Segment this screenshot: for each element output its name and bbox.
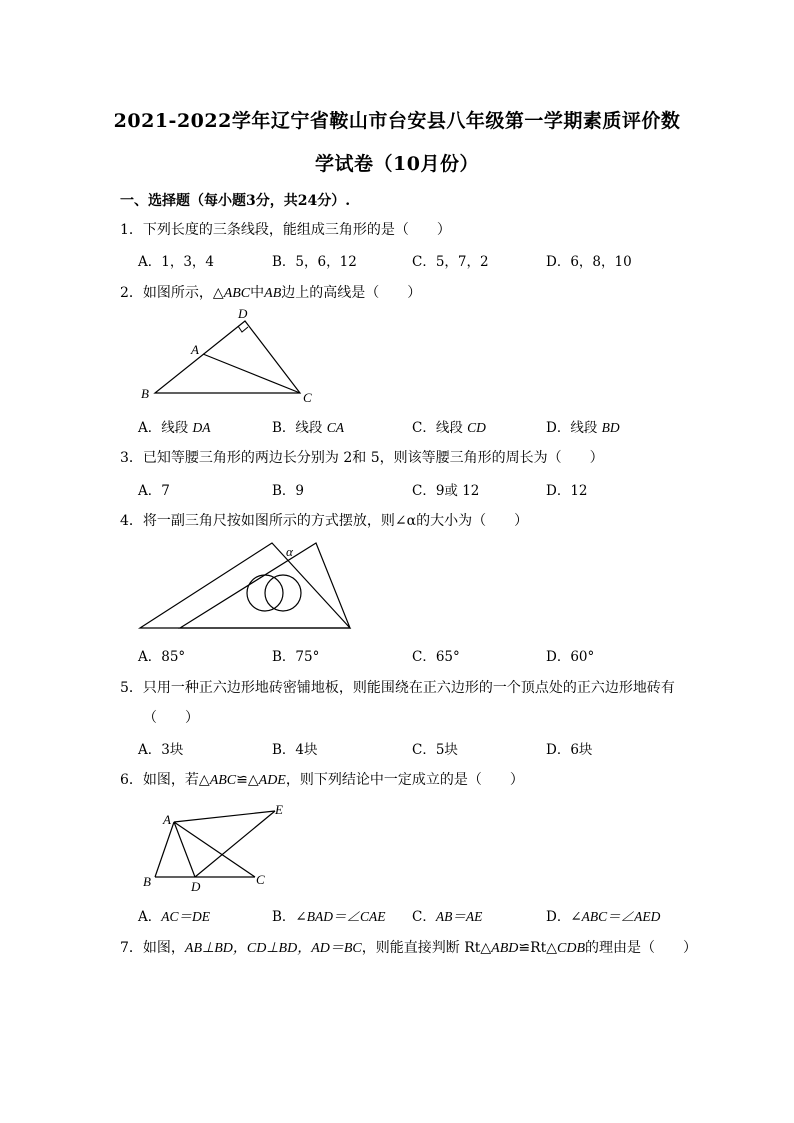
q4-option-a: A．85° [138,649,186,665]
q5-option-a: A．3块 [138,742,184,758]
q4-option-b: B．75° [272,649,320,665]
q2-triangle-figure [140,305,320,405]
q6-label-e: E [275,802,283,817]
question-1-stem: 1．下列长度的三条线段，能组成三角形的是（ ） [120,222,451,238]
q1-option-d: D．6，8，10 [546,254,632,270]
q6-label-b: B [143,874,151,889]
q2-label-a: A [191,342,199,357]
q4-label-alpha: α [286,544,293,559]
q5-option-d: D．6块 [546,742,593,758]
q5-option-c: C．5块 [412,742,458,758]
q2-option-c: C．线段 CD [412,420,486,436]
q6-option-a: A．AC＝DE [138,909,210,925]
q6-option-b: B．∠BAD＝∠CAE [272,909,386,925]
q2-option-d: D．线段 BD [546,420,620,436]
q6-congruent-triangles-figure [140,800,300,895]
q3-option-c: C．9或 12 [412,483,480,499]
question-2-stem: 2．如图所示，△ABC中AB边上的高线是（ ） [120,285,422,301]
question-5-stem-continued: （ ） [143,710,199,726]
question-6-stem: 6．如图，若△ABC≌△ADE，则下列结论中一定成立的是（ ） [120,772,524,788]
q1-option-a: A．1，3，4 [138,254,215,270]
q3-option-a: A．7 [138,483,170,499]
q5-option-b: B．4块 [272,742,318,758]
q2-label-b: B [141,386,149,401]
exam-title-line2: 学试卷（10月份） [315,153,479,175]
q3-option-b: B．9 [272,483,305,499]
section-heading: 一、选择题（每小题3分，共24分）. [120,193,351,209]
q6-label-a: A [163,812,171,827]
q1-option-b: B．5，6，12 [272,254,357,270]
question-4-stem: 4．将一副三角尺按如图所示的方式摆放，则∠α的大小为（ ） [120,513,529,529]
q2-option-a: A．线段 DA [138,420,211,436]
question-5-stem: 5．只用一种正六边形地砖密铺地板，则能围绕在正六边形的一个顶点处的正六边形地砖有 [120,680,675,696]
q3-option-d: D．12 [546,483,588,499]
q6-label-d: D [191,879,201,894]
q6-option-d: D．∠ABC＝∠AED [546,909,661,925]
q2-label-d: D [238,306,248,321]
q2-label-c: C [303,390,312,405]
q4-option-c: C．65° [412,649,460,665]
q1-option-c: C．5，7，2 [412,254,489,270]
q6-label-c: C [256,872,265,887]
q2-option-b: B．线段 CA [272,420,344,436]
q6-option-c: C．AB＝AE [412,909,483,925]
q4-set-squares-figure [138,540,358,635]
q4-option-d: D．60° [546,649,595,665]
question-7-stem: 7．如图，AB⊥BD，CD⊥BD，AD＝BC，则能直接判断 Rt△ABD≌Rt△CDB的理由是（ ） [120,940,698,956]
question-3-stem: 3．已知等腰三角形的两边长分别为 2和 5，则该等腰三角形的周长为（ ） [120,450,604,466]
exam-title-line1: 2021-2022学年辽宁省鞍山市台安县八年级第一学期素质评价数 [113,110,681,132]
